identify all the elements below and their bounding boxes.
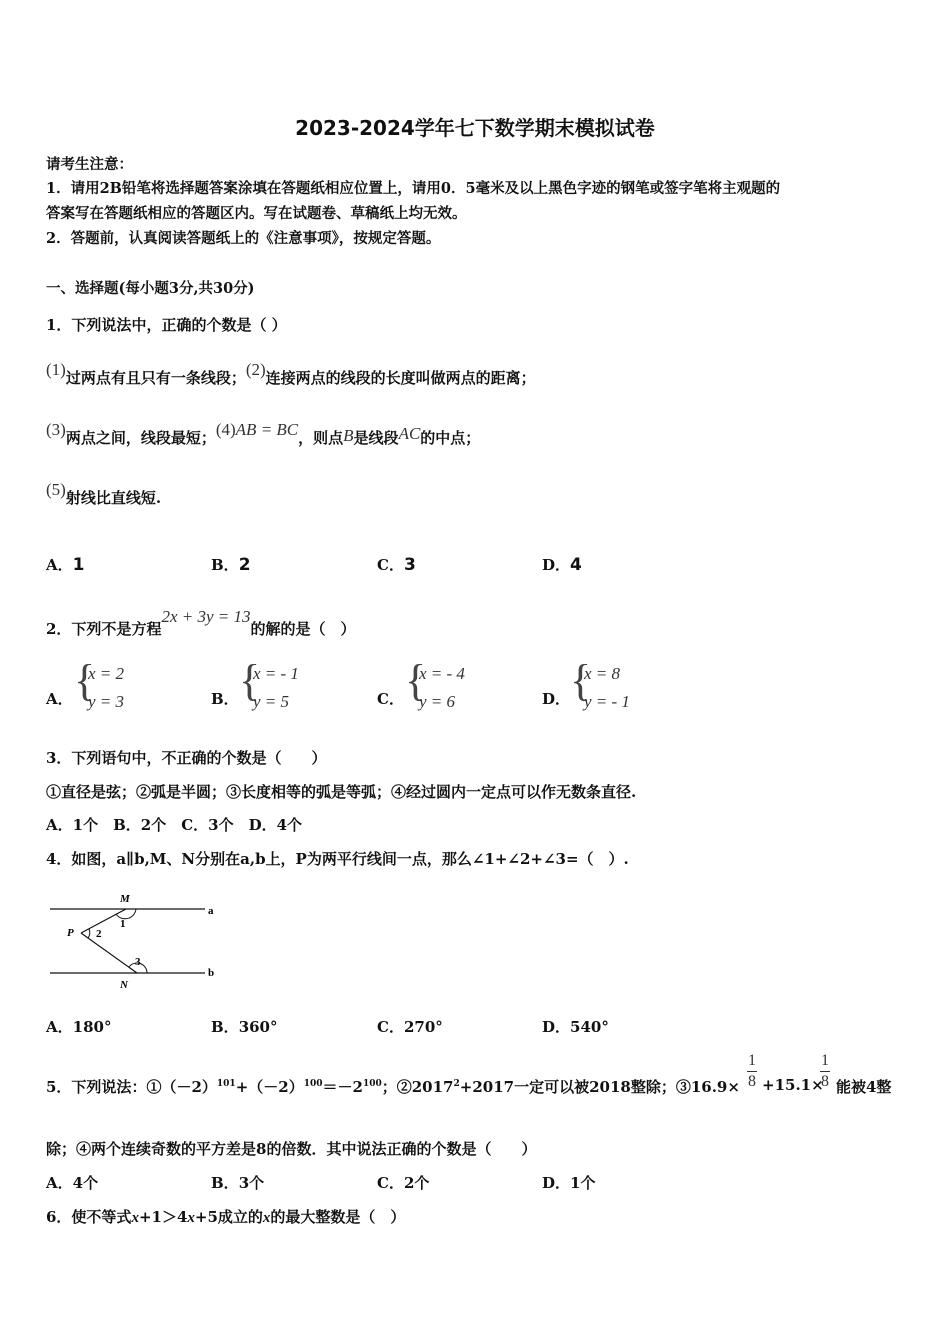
q5-line-1b: +15.1×: [762, 1076, 824, 1094]
q3-items: ①直径是弦；②弧是半圆；③长度相等的弧是等弧；④经过圆内一定点可以作无数条直径.: [46, 783, 637, 801]
q1-num-5: (5): [46, 480, 66, 499]
label-angle-2: 2: [96, 928, 102, 940]
q1-option-b[interactable]: B．2: [211, 555, 251, 575]
q5-option-b[interactable]: B．3个: [211, 1174, 265, 1192]
notice-line-1b: 答案写在答题纸相应的答题区内。写在试题卷、草稿纸上均无效。: [46, 205, 467, 222]
q5-line-2: 除；④两个连续奇数的平方差是8的倍数．其中说法正确的个数是（ ）: [46, 1140, 537, 1158]
q2-option-b-label[interactable]: B．: [211, 690, 239, 708]
angle-1-arc: [116, 909, 136, 919]
q1-statement-5: 射线比直线短.: [65, 489, 162, 507]
q1-num-1: (1): [46, 360, 66, 379]
q1-statement-3: 两点之间，线段最短；: [65, 429, 216, 447]
label-b: b: [208, 967, 215, 979]
q5-option-c[interactable]: C．2个: [377, 1174, 430, 1192]
angle-2-arc: [88, 929, 90, 938]
q3-stem: 3．下列语句中，不正确的个数是（ ）: [46, 749, 327, 767]
notice-heading: 请考生注意：: [46, 156, 133, 173]
q1-option-c[interactable]: C．3: [377, 555, 416, 575]
q1-math-b: B: [343, 426, 354, 445]
notice-line-1a: 1．请用2B铅笔将选择题答案涂填在答题纸相应位置上，请用0．5毫米及以上黑色字迹的钢笔或签字笔将主观题的: [46, 180, 781, 197]
q2-option-d-system[interactable]: x = 8 y = - 1: [584, 664, 630, 711]
q1-math-ab-bc: AB = BC: [235, 420, 299, 439]
q2-brace-d: {: [570, 656, 592, 705]
q4-option-a[interactable]: A．180°: [46, 1018, 112, 1036]
q4-option-c[interactable]: C．270°: [377, 1018, 443, 1036]
q5-option-a[interactable]: A．4个: [46, 1174, 99, 1192]
q5-fraction-1: 1 8: [748, 1052, 756, 1090]
q5-line-1: 5．下列说法：$①(-2)^{101}+(-2)^{100}=-2^{100}$；$②2017^2+2017$一定可以被2018整除；③16.9×: [46, 1078, 740, 1096]
notice-line-2: 2．答题前，认真阅读答题纸上的《注意事项》，按规定答题。: [46, 230, 441, 247]
q4-option-b[interactable]: B．360°: [211, 1018, 278, 1036]
q6-stem: 6．使不等式x+1＞4x+5成立的x的最大整数是（ ）: [46, 1208, 406, 1226]
label-angle-3: 3: [135, 956, 141, 968]
q2-option-d-label[interactable]: D．: [542, 690, 571, 708]
label-angle-1: 1: [120, 918, 126, 930]
q1-text-4c: 的中点；: [420, 429, 481, 447]
q1-text-4b: 是线段: [353, 429, 399, 447]
q1-text-4a: ，则点: [298, 429, 344, 447]
segment-pn: [81, 933, 137, 973]
q1-statement-row-1: [46, 360, 536, 388]
q4-option-d[interactable]: D．540°: [542, 1018, 609, 1036]
q1-stem: 1．下列说法中，正确的个数是（ ）: [46, 316, 287, 334]
q1-num-4: (4): [215, 420, 236, 439]
q1-statement-row-2: [46, 420, 481, 448]
label-n: N: [120, 979, 128, 991]
q2-stem: [46, 607, 356, 639]
q2-brace-c: {: [405, 656, 427, 705]
q2-option-c-label[interactable]: C．: [377, 690, 404, 708]
q1-num-3: (3): [46, 420, 66, 439]
q5-fraction-2: 1 8: [821, 1052, 829, 1090]
q1-statement-2: 连接两点的线段的长度叫做两点的距离；: [265, 369, 536, 387]
q4-stem: 4．如图，a∥b,M、N分别在a,b上，P为两平行线间一点，那么∠1+∠2+∠3=（ ）.: [46, 850, 629, 868]
q2-stem-a: 2．下列不是方程: [46, 620, 162, 638]
q2-option-a-label[interactable]: A．: [46, 690, 73, 708]
label-a: a: [208, 905, 214, 917]
label-p: P: [67, 927, 74, 939]
label-m: M: [120, 893, 130, 905]
q1-option-a[interactable]: A．1: [46, 555, 85, 575]
q2-option-b-system[interactable]: x = - 1 y = 5: [253, 664, 299, 711]
q4-figure: [40, 888, 230, 992]
q2-option-c-system[interactable]: x = - 4 y = 6: [419, 664, 465, 711]
q2-brace-b: {: [239, 656, 261, 705]
q2-brace-a: {: [74, 656, 96, 705]
q1-option-d[interactable]: D．4: [542, 555, 582, 575]
q5-option-d[interactable]: D．1个: [542, 1174, 596, 1192]
q2-option-a-system[interactable]: x = 2 y = 3: [88, 664, 125, 711]
q2-equation: 2x + 3y = 13: [161, 607, 251, 626]
q5-line-1c: 能被4整: [836, 1078, 892, 1096]
page-title: 2023-2024学年七下数学期末模拟试卷: [295, 116, 655, 140]
section-heading: 一、选择题(每小题3分,共30分): [46, 280, 255, 297]
q1-num-2: (2): [245, 360, 266, 379]
q1-statement-1: 过两点有且只有一条线段；: [65, 369, 246, 387]
q1-statement-row-3: [46, 480, 162, 508]
q1-math-ac: AC: [398, 424, 421, 443]
q3-options[interactable]: A．1个 B．2个 C．3个 D．4个: [46, 816, 303, 834]
q2-stem-b: 的解的是（ ）: [250, 620, 356, 638]
